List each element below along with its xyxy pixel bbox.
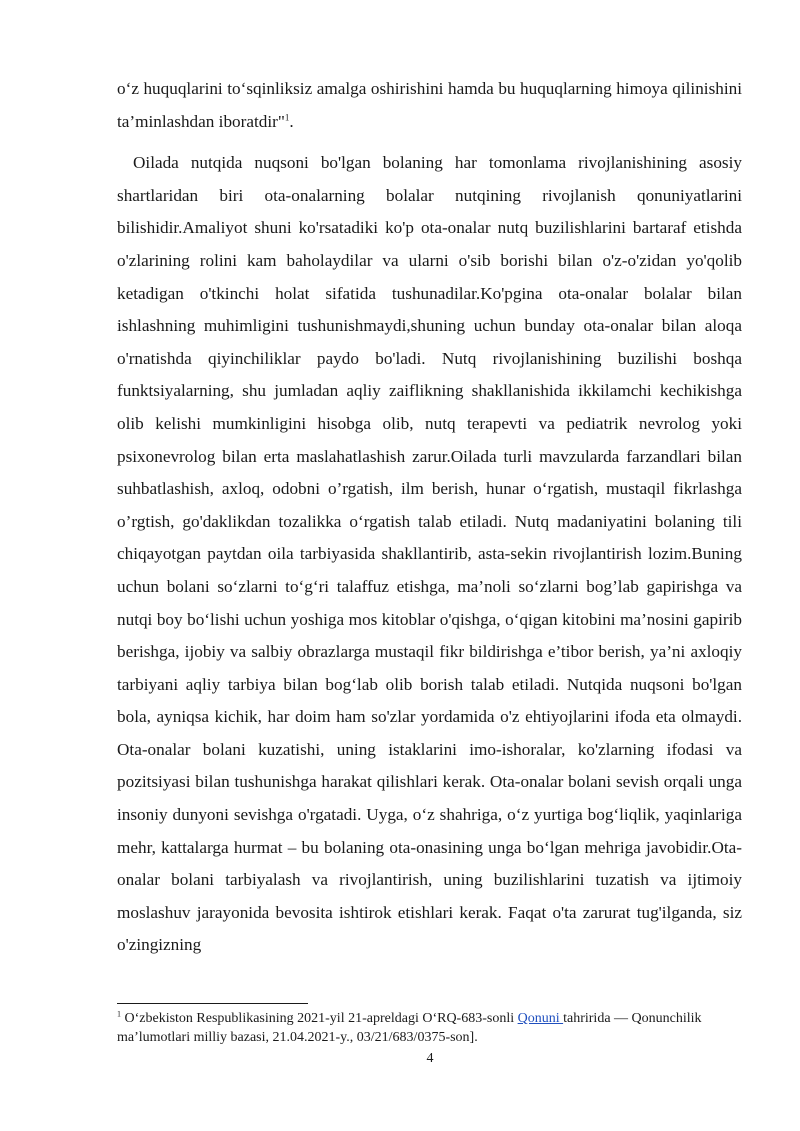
footnote-text-before: O‘zbekiston Respublikasining 2021-yil 21-apreldagi O‘RQ-683-sonli <box>121 1011 518 1026</box>
footnote-divider <box>117 1003 308 1004</box>
intro-paragraph <box>117 73 742 138</box>
main-paragraph: Oilada nutqida nuqsoni bo'lgan bolaning har tomonlama rivojlanishining asosiy shartlaridan biri ota-onalarning bolalar nutqining rivojlanish qonuniyatlarini bilishidir.Amaliyot shuni ko'rsatadiki ko'p ota-onalar nutq buzilishlarini bartaraf etishda o'zlarining rolini kam baholaydilar va ularni o'sib borishi bilan o'z-o'zidan yo'qolib ketadigan o'tkinchi holat sifatida tushunadilar.Ko'pgina ota-onalar bolalar bilan ishlashning muhimligini tushunishmaydi,shuning uchun bunday ota-onalar bilan aloqa o'rnatishda qiyinchiliklar paydo bo'ladi. Nutq rivojlanishining buzilishi boshqa funktsiyalarning, shu jumladan aqliy zaiflikning shakllanishida ikkilamchi kechikishga olib kelishi mumkinligini hisobga olib, nutq terapevti va pediatrik nevrolog yoki psixonevrolog bilan erta maslahatlashish zarur.Oilada turli mavzularda farzandlari bilan suhbatlashish, axloq, odobni o’rgatish, ilm berish, hunar o‘rgatish, mustaqil fikrlashga o’rgtish, go'daklikdan tozalikka o‘rgatish talab etiladi. Nutq madaniyatini bolaning tili chiqayotgan paytdan oila tarbiyasida shakllantirib, asta-sekin rivojlantirish lozim.Buning uchun bolani so‘zlarni to‘g‘ri talaffuz etishga, ma’noli so‘zlarni bog’lab gapirishga va nutqi boy bo‘lishi uchun yoshiga mos kitoblar o'qishga, o‘qigan kitobini ma’nosini gapirib berishga, ijobiy va salbiy obrazlarga mustaqil fikr bildirishga e’tibor berish, ya’ni axloqiy tarbiyani aqliy tarbiya bilan bog‘lab olib borish talab etiladi. Nutqida nuqsoni bo'lgan bola, ayniqsa kichik, har doim ham so'zlar yordamida o'z ehtiyojlarini ifoda eta olmaydi. Ota-onalar bolani kuzatishi, uning istaklarini imo-ishoralar, ko'zlarning ifodasi va pozitsiyasi bilan tushunishga harakat qilishlari kerak. Ota-onalar bolani sevish orqali unga insoniy dunyoni sevishga o'rgatadi. Uyga, o‘z shahriga, o‘z yurtiga bog‘liqlik, yaqinlariga mehr, kattalarga hurmat – bu bolaning ota-onasining unga bo‘lgan mehriga javobidir.Ota-onalar bolani tarbiyalash va rivojlantirish, uning buzilishlarini tuzatish va ijtimoiy moslashuv jarayonida bevosita ishtirok etishlari kerak. Faqat o'ta zarurat tug'ilganda, siz o'zingizning <box>117 153 742 955</box>
footnote <box>117 1009 742 1047</box>
footnote-reference[interactable]: 1 <box>284 111 290 122</box>
footnote-link[interactable]: Qonuni <box>517 1011 564 1026</box>
intro-end: . <box>289 111 294 131</box>
intro-text: o‘z huquqlarini to‘sqinliksiz amalga oshirishini hamda bu huquqlarning himoya qilinishini ta’minlashdan iboratdir" <box>117 79 742 131</box>
body-text <box>117 73 742 962</box>
footnote-text-after: tahririda — Qonunchilik ma’lumotlari milliy bazasi, 21.04.2021-y., 03/21/683/0375-son]. <box>117 1011 702 1045</box>
page-number: 4 <box>426 1051 434 1066</box>
footnote-marker: 1 <box>117 1009 121 1019</box>
